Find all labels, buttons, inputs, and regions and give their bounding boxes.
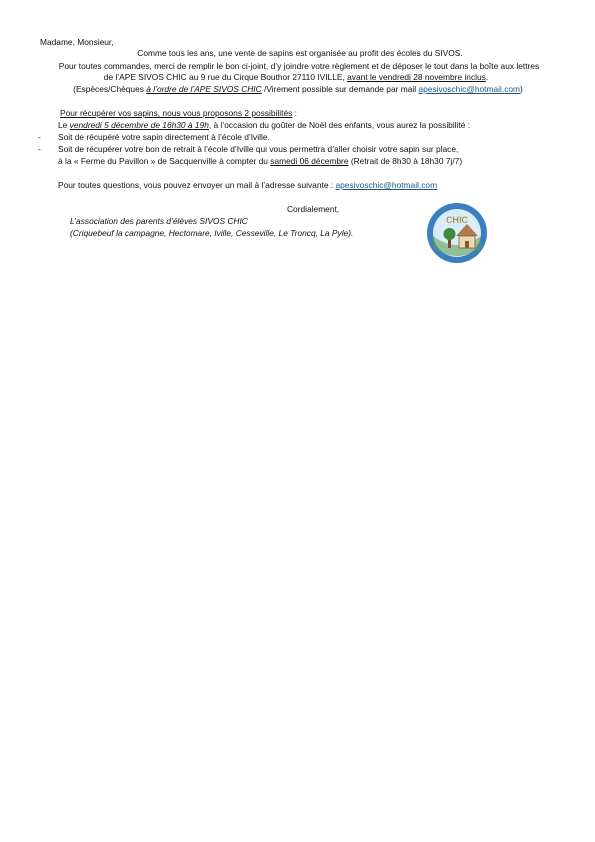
signature-line-1: L’association des parents d’élèves SIVOS CHIC — [70, 216, 248, 226]
pickup-intro-end: , à l’occasion du goûter de Noël des enfants, vous aurez la possibilité : — [208, 120, 471, 130]
orders-end: . — [485, 72, 489, 82]
pickup-heading-text: Pour récupérer vos sapins, nous vous proposons 2 possibilités — [60, 108, 293, 118]
signature-line-2: (Criquebeuf la campagne, Hectomare, Iville, Cesseville, Le Troncq, La Pyle). — [70, 228, 354, 238]
intro-line: Comme tous les ans, une vente de sapins est organisée au profit des écoles du SIVOS. — [137, 48, 463, 58]
house-door-icon — [465, 241, 469, 248]
bullet-item-1: Soit de récupéré votre sapin directement à l’école d’Iville. — [58, 132, 270, 142]
pickup-intro-start: Le — [58, 120, 70, 130]
association-logo — [426, 202, 488, 264]
payment-line — [0, 84, 595, 94]
bullet-marker-2: - — [38, 144, 41, 154]
payment-close: ) — [520, 84, 523, 94]
tree-icon — [444, 228, 456, 240]
orders-line-1: Pour toutes commandes, merci de remplir le bon ci-joint, d’y joindre votre règlement et de déposer le tout dans la boîte aux lettres — [58, 61, 540, 71]
pickup-date: vendredi 5 décembre de 16h30 à 19h — [69, 120, 209, 130]
farm-date: samedi 06 décembre — [270, 156, 349, 166]
questions-email-link[interactable]: apesivoschic@hotmail.com — [335, 180, 438, 190]
payment-methods: (Espèces/Chèques — [73, 84, 147, 94]
questions-line — [58, 180, 437, 190]
questions-text: Pour toutes questions, vous pouvez envoyer un mail à l’adresse suivante : — [58, 180, 336, 190]
payment-email-link[interactable]: apesivoschic@hotmail.com — [418, 84, 521, 94]
orders-deadline: avant le vendredi 28 novembre inclus — [347, 72, 486, 82]
farm-hours: (Retrait de 8h30 à 18h30 7j/7) — [348, 156, 463, 166]
bullet-marker-1: - — [38, 132, 41, 142]
payment-transfer: /Virement possible sur demande par mail — [261, 84, 419, 94]
closing: Cordialement, — [287, 204, 340, 214]
bullet-item-2-line-2 — [58, 156, 462, 166]
pickup-heading — [60, 108, 297, 118]
payment-order: à l’ordre de l’APE SIVOS CHIC — [146, 84, 262, 94]
logo-text: CHIC — [446, 215, 468, 225]
pickup-heading-colon: : — [292, 108, 297, 118]
bullet-item-2-line-1: Soit de récupérer votre bon de retrait à l’école d’Iville qui vous permettra d’aller choisir votre sapin sur place, — [58, 144, 459, 154]
salutation: Madame, Monsieur, — [40, 37, 114, 47]
orders-address: de l’APE SIVOS CHIC au 9 rue du Cirque Bouthor 27110 IVILLE, — [103, 72, 348, 82]
orders-line-2 — [0, 72, 592, 82]
pickup-intro — [58, 120, 470, 130]
farm-location: à la « Ferme du Pavillon » de Sacquenville à compter du — [58, 156, 271, 166]
